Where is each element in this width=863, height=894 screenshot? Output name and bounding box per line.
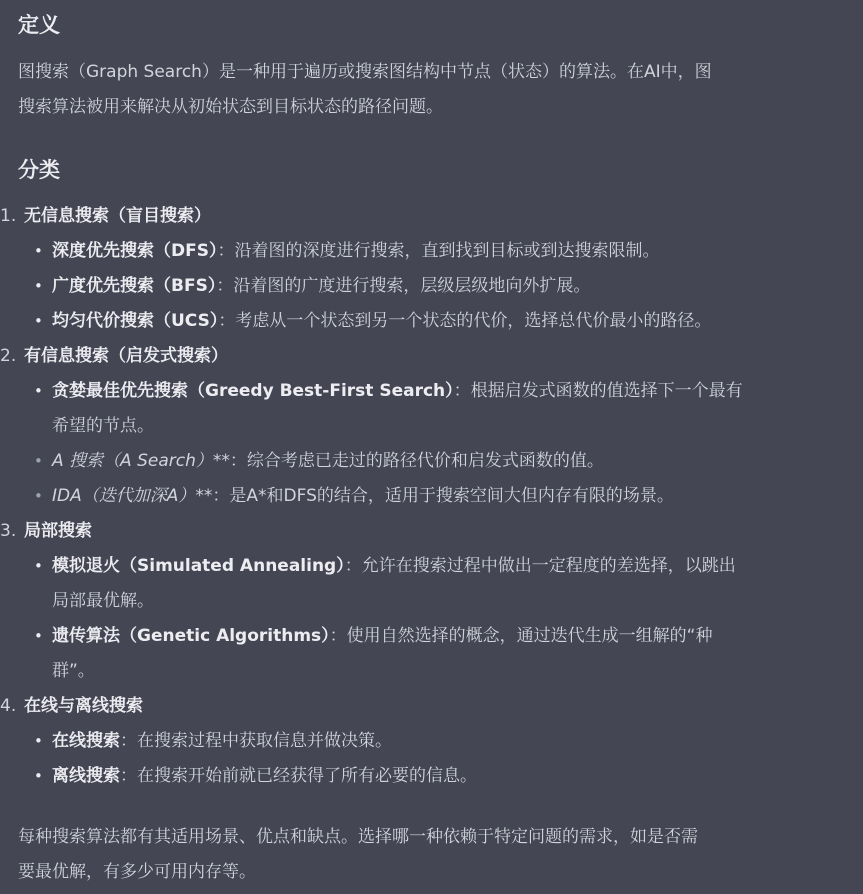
category-number: 2. bbox=[0, 346, 17, 366]
bullet: • bbox=[34, 767, 43, 785]
list-item bbox=[34, 234, 834, 269]
category-title: 有信息搜索（启发式搜索） bbox=[24, 346, 228, 366]
list-item bbox=[34, 549, 834, 584]
bullet: • bbox=[34, 382, 43, 400]
list-item-title: 贪婪最佳优先搜索（Greedy Best-First Search） bbox=[52, 381, 454, 401]
list-item-desc: **：是A*和DFS的结合，适用于搜索空间大但内存有限的场景。 bbox=[195, 486, 674, 506]
list-item bbox=[34, 269, 834, 304]
list-item-desc: ：根据启发式函数的值选择下一个最有 bbox=[453, 381, 743, 401]
list-item-desc: ：在搜索开始前就已经获得了所有必要的信息。 bbox=[120, 766, 477, 786]
list-item bbox=[34, 724, 834, 759]
bullet: • bbox=[34, 487, 43, 505]
list-item-desc-continuation: 局部最优解。 bbox=[52, 591, 154, 611]
list-item-title: 均匀代价搜索（UCS） bbox=[52, 311, 219, 331]
conclusion-paragraph-line-2: 要最优解，有多少可用内存等。 bbox=[18, 862, 256, 882]
bullet: • bbox=[34, 732, 43, 750]
list-item-title: 广度优先搜索（BFS） bbox=[52, 276, 217, 296]
definition-heading: 定义 bbox=[18, 13, 60, 37]
list-item bbox=[34, 374, 834, 409]
category-number: 4. bbox=[0, 696, 17, 716]
list-item bbox=[34, 479, 834, 514]
classification-heading: 分类 bbox=[18, 158, 60, 182]
category-title: 无信息搜索（盲目搜索） bbox=[24, 206, 211, 226]
list-item bbox=[34, 619, 834, 654]
category-title: 在线与离线搜索 bbox=[24, 696, 143, 716]
list-item-desc: ：在搜索过程中获取信息并做决策。 bbox=[120, 731, 392, 751]
list-item bbox=[34, 304, 834, 339]
bullet: • bbox=[34, 627, 43, 645]
bullet: • bbox=[34, 242, 43, 260]
definition-paragraph-line-1: 图搜索（Graph Search）是一种用于遍历或搜索图结构中节点（状态）的算法。在AI中，图 bbox=[18, 62, 712, 82]
list-item-italic: A 搜索（A Search） bbox=[52, 451, 213, 471]
list-item-title: 深度优先搜索（DFS） bbox=[52, 241, 218, 261]
category-title: 局部搜索 bbox=[24, 521, 92, 541]
list-item-desc: **：综合考虑已走过的路径代价和启发式函数的值。 bbox=[212, 451, 604, 471]
list-item-desc: ：沿着图的深度进行搜索，直到找到目标或到达搜索限制。 bbox=[217, 241, 660, 261]
list-item-desc-continuation: 群”。 bbox=[52, 661, 95, 681]
conclusion-paragraph-line-1: 每种搜索算法都有其适用场景、优点和缺点。选择哪一种依赖于特定问题的需求，如是否需 bbox=[18, 827, 698, 847]
list-item-title: 在线搜索 bbox=[52, 731, 120, 751]
list-item-title: 模拟退火（Simulated Annealing） bbox=[52, 556, 345, 576]
category-4 bbox=[0, 689, 143, 724]
category-number: 3. bbox=[0, 521, 17, 541]
category-1 bbox=[0, 199, 211, 234]
list-item-italic: IDA（迭代加深A） bbox=[52, 486, 196, 506]
list-item-title: 遗传算法（Genetic Algorithms） bbox=[52, 626, 330, 646]
list-item-desc-continuation: 希望的节点。 bbox=[52, 416, 154, 436]
definition-paragraph-line-2: 搜索算法被用来解决从初始状态到目标状态的路径问题。 bbox=[18, 97, 443, 117]
bullet: • bbox=[34, 312, 43, 330]
category-3 bbox=[0, 514, 92, 549]
category-number: 1. bbox=[0, 206, 17, 226]
list-item-desc: ：考虑从一个状态到另一个状态的代价，选择总代价最小的路径。 bbox=[218, 311, 712, 331]
bullet: • bbox=[34, 557, 43, 575]
bullet: • bbox=[34, 277, 43, 295]
list-item bbox=[34, 759, 834, 794]
list-item-desc: ：沿着图的广度进行搜索，层级层级地向外扩展。 bbox=[216, 276, 591, 296]
category-2 bbox=[0, 339, 228, 374]
list-item bbox=[34, 444, 834, 479]
list-item-title: 离线搜索 bbox=[52, 766, 120, 786]
bullet: • bbox=[34, 452, 43, 470]
list-item-desc: ：允许在搜索过程中做出一定程度的差选择，以跳出 bbox=[344, 556, 736, 576]
list-item-desc: ：使用自然选择的概念，通过迭代生成一组解的“种 bbox=[329, 626, 713, 646]
